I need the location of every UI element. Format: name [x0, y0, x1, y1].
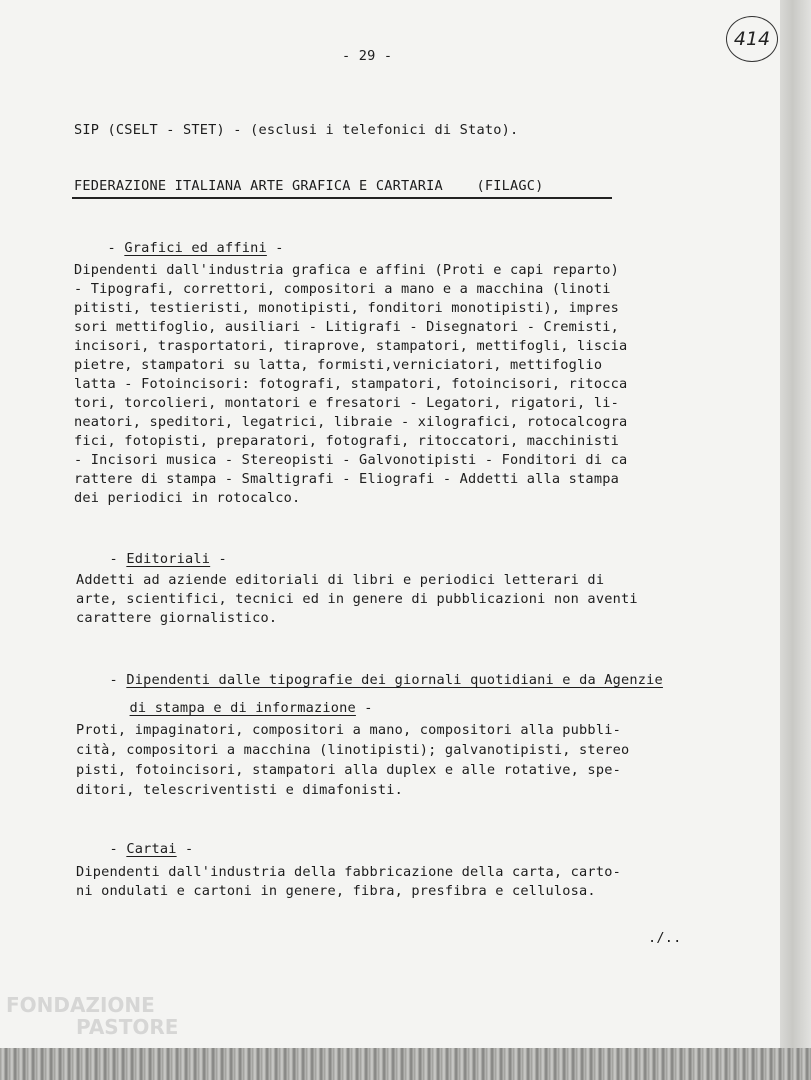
body-line: - Incisori musica - Stereopisti - Galvonotipisti - Fonditori di ca — [74, 452, 628, 468]
body-line: fici, fotopisti, preparatori, fotografi, ritoccatori, macchinisti — [74, 433, 619, 449]
watermark-line: FONDAZIONE — [6, 993, 155, 1017]
federation-heading-underline — [72, 197, 612, 199]
heading-title: Dipendenti dalle tipografie dei giornali quotidiani e da Agenzie — [126, 671, 663, 688]
intro-line: SIP (CSELT - STET) - (esclusi i telefonici di Stato). — [74, 122, 519, 138]
heading-prefix: - — [109, 550, 127, 567]
federation-heading: FEDERAZIONE ITALIANA ARTE GRAFICA E CARTARIA (FILAGC) — [74, 178, 544, 194]
body-line: Dipendenti dall'industria della fabbricazione della carta, carto- — [76, 864, 621, 880]
body-line: pisti, fotoincisori, stampatori alla duplex e alle rotative, spe- — [76, 762, 621, 778]
body-line: rattere di stampa - Smaltigrafi - Eliografi - Addetti alla stampa — [74, 471, 619, 487]
archive-stamp: 414 — [726, 16, 778, 62]
continuation-mark: ./.. — [648, 930, 682, 946]
body-line: neatori, speditori, legatrici, libraie - xilografici, rotocalcogra — [74, 414, 628, 430]
body-line: tori, torcolieri, montatori e fresatori - Legatori, rigatori, li- — [74, 395, 619, 411]
body-line: pitisti, testieristi, monotipisti, fonditori monotipisti), impres — [74, 300, 619, 316]
body-line: ni ondulati e cartoni in genere, fibra, presfibra e cellulosa. — [76, 883, 596, 899]
body-line: sori mettifoglio, ausiliari - Litigrafi - Disegnatori - Cremisti, — [74, 319, 619, 335]
body-line: pietre, stampatori su latta, formisti,verniciatori, mettifoglio — [74, 357, 603, 373]
body-line: cità, compositori a macchina (linotipisti); galvanotipisti, stereo — [76, 742, 630, 758]
body-line: incisori, trasportatori, tiraprove, stampatori, mettifogli, liscia — [74, 338, 628, 354]
heading-suffix: - — [210, 550, 227, 567]
body-line: dei periodici in rotocalco. — [74, 490, 301, 506]
heading-suffix: - — [176, 840, 194, 857]
heading-prefix: - — [109, 840, 127, 857]
heading-title: Cartai — [126, 840, 177, 857]
body-line: Addetti ad aziende editoriali di libri e periodici letterari di — [76, 572, 605, 588]
scan-right-edge — [780, 0, 811, 1080]
heading-suffix: - — [266, 239, 284, 256]
body-line: arte, scientifici, tecnici ed in genere di pubblicazioni non aventi — [76, 591, 638, 607]
heading-suffix: - — [355, 699, 373, 716]
heading-title: Grafici ed affini — [124, 239, 267, 256]
body-line: carattere giornalistico. — [76, 610, 278, 626]
page-number: - 29 - — [342, 48, 393, 64]
body-line: latta - Fotoincisori: fotografi, stampatori, fotoincisori, ritocca — [74, 376, 628, 392]
body-line: - Tipografi, correttori, compositori a mano e a macchina (linoti — [74, 281, 611, 297]
body-line: Proti, impaginatori, compositori a mano, compositori alla pubbli- — [76, 722, 621, 738]
body-line: Dipendenti dall'industria grafica e affini (Proti e capi reparto) — [74, 262, 619, 278]
watermark-line: PASTORE — [76, 1015, 179, 1039]
watermark — [6, 994, 178, 1038]
scan-bottom-edge — [0, 1048, 811, 1080]
heading-title: Editoriali — [126, 550, 211, 567]
heading-prefix: - — [109, 671, 127, 688]
heading-title-continued: di stampa e di informazione — [129, 699, 356, 716]
heading-prefix: - — [107, 239, 125, 256]
body-line: ditori, telescriventisti e dimafonisti. — [76, 782, 403, 798]
